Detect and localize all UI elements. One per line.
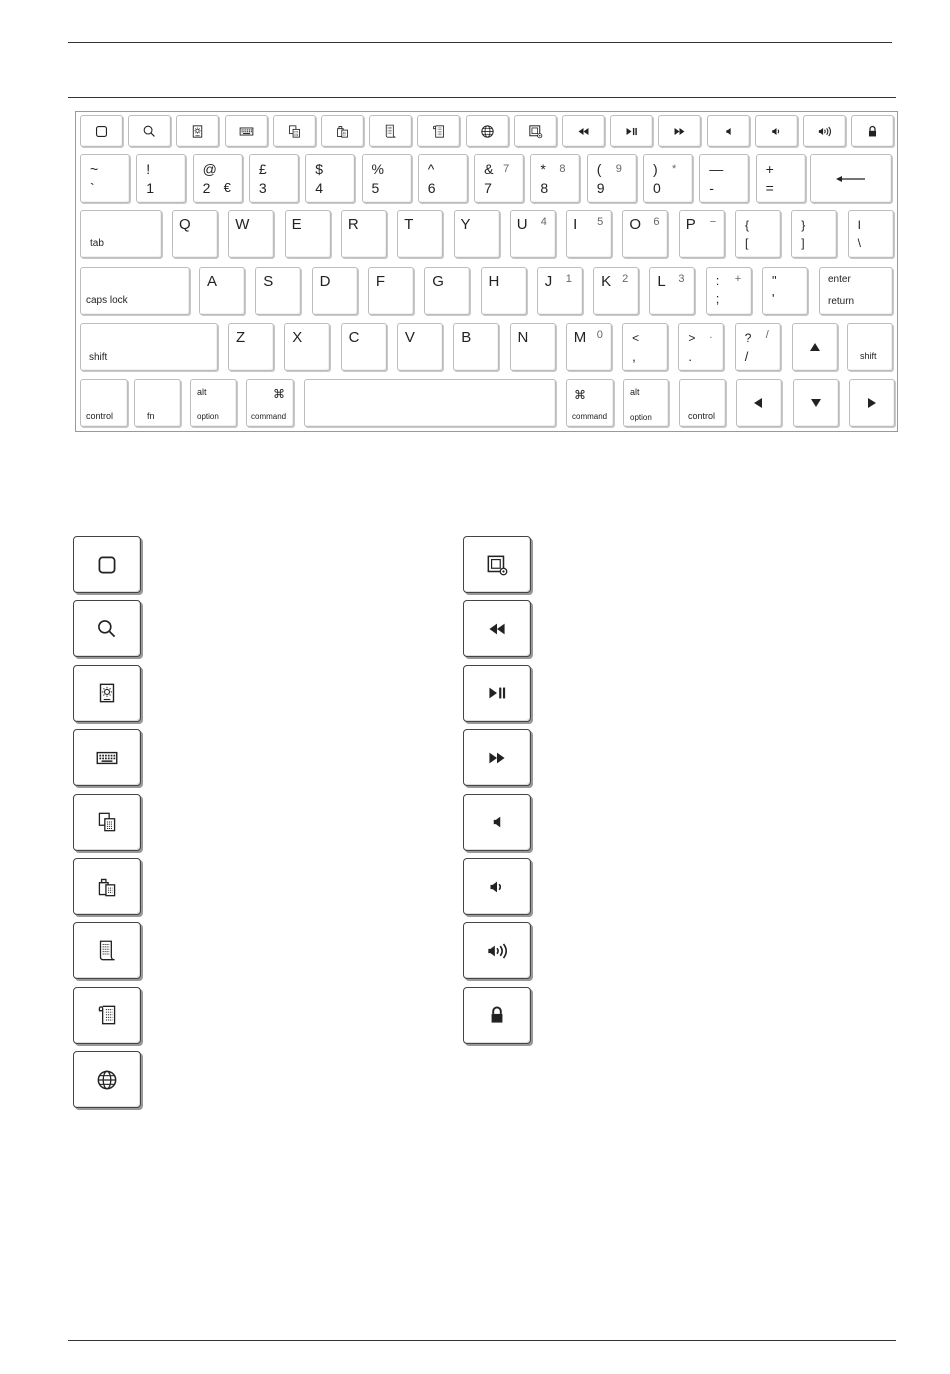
speaker-mute-icon <box>484 809 510 835</box>
key-numpad-legend: 4 <box>540 216 547 228</box>
key-letter: H <box>488 273 500 290</box>
legend-key-sun-brightness <box>73 665 141 722</box>
key-top-legend: % <box>371 161 384 177</box>
key-top-legend: ? <box>744 331 752 345</box>
key-b[interactable] <box>453 323 499 371</box>
key-8[interactable] <box>530 154 580 203</box>
key-label: fn <box>147 411 155 421</box>
key-label: shift <box>860 351 877 361</box>
key-numpad-legend: − <box>709 216 717 228</box>
scroll-document-icon <box>418 116 459 146</box>
key-bracket-left[interactable] <box>735 210 781 258</box>
key-e[interactable] <box>285 210 331 258</box>
key-top-legend: " <box>772 273 777 288</box>
key-m[interactable] <box>566 323 612 371</box>
lock-icon <box>852 116 893 146</box>
volume-up-icon <box>804 116 845 146</box>
key-n[interactable] <box>510 323 556 371</box>
key-alt-legend: € <box>223 180 231 195</box>
legend-key-scroll-document <box>73 987 141 1044</box>
key-letter: X <box>292 329 303 346</box>
globe-icon <box>467 116 508 146</box>
key-semicolon[interactable] <box>706 267 752 315</box>
key-bottom-legend: 5 <box>371 180 380 196</box>
fn-key-power[interactable] <box>80 115 123 147</box>
key-2[interactable] <box>193 154 243 203</box>
key-label: enter <box>828 274 851 285</box>
key-letter: O <box>629 216 642 233</box>
volume-down-icon <box>484 874 510 900</box>
key-bracket-right[interactable] <box>791 210 837 258</box>
key-f[interactable] <box>368 267 414 315</box>
key-o[interactable] <box>622 210 668 258</box>
key-h[interactable] <box>481 267 527 315</box>
key-label: option <box>630 413 652 422</box>
key-bottom-legend: - <box>709 180 714 196</box>
key-bottom-legend: 2 <box>202 180 211 196</box>
key-letter: U <box>516 216 528 233</box>
key-space[interactable] <box>304 379 556 427</box>
key-equals[interactable] <box>756 154 806 203</box>
fn-key-keyboard[interactable] <box>225 115 268 147</box>
key-u[interactable] <box>510 210 556 258</box>
sun-brightness-icon <box>177 116 218 146</box>
fn-key-copy[interactable] <box>273 115 316 147</box>
key-letter: V <box>404 329 415 346</box>
fn-key-search[interactable] <box>128 115 171 147</box>
key-numpad-legend: 0 <box>596 329 603 341</box>
key-bottom-legend: 0 <box>653 180 661 196</box>
play-pause-icon <box>484 680 510 706</box>
key-minus[interactable] <box>699 154 749 203</box>
fn-key-scroll[interactable] <box>417 115 460 147</box>
key-bottom-legend: 9 <box>596 180 605 196</box>
key-bottom-legend: 7 <box>484 180 492 196</box>
key-arrow-up[interactable] <box>792 323 838 371</box>
legend-key-power-button <box>73 536 141 593</box>
key-top-legend: I <box>857 218 861 232</box>
magnifier-search-icon <box>129 116 170 146</box>
legend-key-globe <box>73 1051 141 1108</box>
arrow-down-icon <box>794 380 838 426</box>
command-symbol-icon: ⌘ <box>273 387 285 401</box>
keyboard-icon <box>94 745 120 771</box>
key-d[interactable] <box>312 267 358 315</box>
command-symbol-icon: ⌘ <box>574 388 586 402</box>
key-top-legend: $ <box>315 161 323 177</box>
key-letter: T <box>404 216 414 233</box>
key-numpad-legend: 6 <box>653 216 660 228</box>
scroll-document-icon <box>94 1002 120 1028</box>
key-letter: N <box>517 329 529 346</box>
key-label: tab <box>90 238 104 249</box>
key-slash[interactable] <box>735 323 781 371</box>
key-letter: K <box>601 273 612 290</box>
speaker-mute-icon <box>708 116 749 146</box>
legend-key-document <box>73 922 141 979</box>
key-letter: I <box>573 216 578 233</box>
key-q[interactable] <box>172 210 218 258</box>
key-tab[interactable] <box>80 210 162 258</box>
key-label: command <box>572 412 608 421</box>
display-settings-icon <box>484 552 510 578</box>
key-letter: J <box>544 273 553 290</box>
key-period[interactable] <box>678 323 724 371</box>
keyboard-icon <box>226 116 267 146</box>
key-label: control <box>86 411 114 421</box>
key-bottom-legend: ; <box>715 291 720 306</box>
key-z[interactable] <box>228 323 274 371</box>
key-top-legend: ) <box>653 161 658 177</box>
key-v[interactable] <box>397 323 443 371</box>
legend-key-copy-documents <box>73 794 141 851</box>
key-bottom-legend: 1 <box>146 180 155 196</box>
fn-key-volup[interactable] <box>803 115 846 147</box>
key-comma[interactable] <box>622 323 668 371</box>
key-letter: D <box>319 273 331 290</box>
key-quote[interactable] <box>762 267 808 315</box>
key-letter: P <box>685 216 696 233</box>
key-bottom-legend: 4 <box>315 180 323 196</box>
power-button-icon <box>94 552 120 578</box>
key-letter: C <box>348 329 360 346</box>
key-bottom-legend: = <box>765 180 774 196</box>
key-t[interactable] <box>397 210 443 258</box>
legend-key-rewind <box>463 600 531 657</box>
key-top-legend: < <box>632 331 640 345</box>
legend-key-speaker-mute <box>463 794 531 851</box>
key-label: alt <box>197 387 207 397</box>
document-icon <box>94 938 120 964</box>
key-numpad-legend: + <box>734 273 742 285</box>
key-letter: S <box>263 273 274 290</box>
arrow-left-icon <box>737 380 781 426</box>
key-arrow-down[interactable] <box>793 379 839 427</box>
key-top-legend: ! <box>146 161 151 177</box>
play-pause-icon <box>611 116 652 146</box>
key-letter: M <box>573 329 587 346</box>
fn-key-playpause[interactable] <box>610 115 653 147</box>
key-letter: L <box>657 273 666 290</box>
key-numpad-legend: 2 <box>622 273 629 285</box>
fn-key-forward[interactable] <box>658 115 701 147</box>
lock-icon <box>484 1002 510 1028</box>
key-bottom-legend: 3 <box>258 180 267 196</box>
key-label: control <box>688 411 716 421</box>
key-a[interactable] <box>199 267 245 315</box>
rewind-icon <box>563 116 604 146</box>
key-4[interactable] <box>305 154 355 203</box>
legend-key-fast-forward <box>463 729 531 786</box>
key-p[interactable] <box>679 210 725 258</box>
key-5[interactable] <box>362 154 412 203</box>
key-top-legend: — <box>709 161 724 177</box>
key-1[interactable] <box>136 154 186 203</box>
fn-key-rewind[interactable] <box>562 115 605 147</box>
copy-documents-icon <box>274 116 315 146</box>
key-numpad-legend: . <box>709 329 713 341</box>
key-control-left[interactable] <box>80 379 128 427</box>
legend-key-volume-down <box>463 858 531 915</box>
key-r[interactable] <box>341 210 387 258</box>
sun-brightness-icon <box>94 680 120 706</box>
key-shift-left[interactable] <box>80 323 218 371</box>
key-bottom-legend: \ <box>857 236 861 250</box>
key-letter: Q <box>179 216 191 233</box>
key-k[interactable] <box>593 267 639 315</box>
key-bottom-legend: ] <box>801 236 805 250</box>
paste-clipboard-icon <box>94 874 120 900</box>
key-bottom-legend: ` <box>90 180 95 196</box>
fn-key-mute[interactable] <box>707 115 750 147</box>
fn-key-doc[interactable] <box>369 115 412 147</box>
key-numpad-legend: 9 <box>615 163 622 175</box>
key-numpad-legend: / <box>765 329 769 341</box>
key-bottom-legend: / <box>744 349 749 364</box>
key-label: return <box>828 296 855 307</box>
key-letter: F <box>375 273 386 290</box>
key-bottom-legend: 8 <box>540 180 549 196</box>
key-letter: R <box>347 216 359 233</box>
key-top-legend: & <box>484 161 494 177</box>
key-control-right[interactable] <box>679 379 726 427</box>
keyboard-layout <box>75 111 898 432</box>
key-bottom-legend: [ <box>745 236 749 250</box>
volume-down-icon <box>756 116 797 146</box>
legend-key-play-pause <box>463 665 531 722</box>
key-top-legend: @ <box>202 161 217 177</box>
key-arrow-right[interactable] <box>849 379 895 427</box>
key-7[interactable] <box>474 154 524 203</box>
key-backspace[interactable] <box>810 154 892 203</box>
key-3[interactable] <box>249 154 299 203</box>
footer-rule <box>68 1340 896 1341</box>
key-top-legend: £ <box>258 161 267 177</box>
key-option-right[interactable] <box>623 379 669 427</box>
fn-key-lock[interactable] <box>851 115 894 147</box>
legend-key-magnifier-search <box>73 600 141 657</box>
volume-up-icon <box>484 938 510 964</box>
power-button-icon <box>81 116 122 146</box>
key-numpad-legend: 8 <box>559 163 566 175</box>
paste-clipboard-icon <box>322 116 363 146</box>
fast-forward-icon <box>484 745 510 771</box>
globe-icon <box>94 1067 120 1093</box>
key-letter: E <box>291 216 302 233</box>
key-backtick[interactable] <box>80 154 130 203</box>
key-bottom-legend: 6 <box>427 180 436 196</box>
key-label: option <box>197 412 219 421</box>
key-top-legend: : <box>715 273 720 288</box>
key-label: command <box>251 412 287 421</box>
fn-key-display[interactable] <box>514 115 557 147</box>
key-numpad-legend: 1 <box>565 273 572 285</box>
key-0[interactable] <box>643 154 693 203</box>
key-letter: A <box>207 273 218 290</box>
key-top-legend: * <box>540 161 546 177</box>
arrow-right-icon <box>850 380 894 426</box>
key-caps-lock[interactable] <box>80 267 190 315</box>
fn-key-brightness[interactable] <box>176 115 219 147</box>
key-bottom-legend: , <box>632 349 636 364</box>
key-label: caps lock <box>86 295 128 306</box>
key-top-legend: > <box>688 331 696 345</box>
key-g[interactable] <box>424 267 470 315</box>
key-letter: B <box>461 329 472 346</box>
key-fn[interactable] <box>134 379 181 427</box>
left-arrow-icon <box>811 155 891 202</box>
key-label: alt <box>630 387 640 397</box>
key-numpad-legend: * <box>672 163 677 175</box>
key-top-legend: ^ <box>427 161 435 177</box>
key-arrow-left[interactable] <box>736 379 782 427</box>
copy-documents-icon <box>94 809 120 835</box>
key-numpad-legend: 7 <box>503 163 510 175</box>
key-option-left[interactable] <box>190 379 237 427</box>
key-top-legend: ( <box>596 161 602 177</box>
key-numpad-legend: 3 <box>678 273 685 285</box>
header-rule-bottom <box>68 97 896 98</box>
legend-key-lock <box>463 987 531 1044</box>
key-top-legend: ~ <box>90 161 99 177</box>
fast-forward-icon <box>659 116 700 146</box>
key-command-left[interactable] <box>246 379 294 427</box>
legend-key-keyboard <box>73 729 141 786</box>
fn-key-voldown[interactable] <box>755 115 798 147</box>
document-icon <box>370 116 411 146</box>
key-l[interactable] <box>649 267 695 315</box>
key-i[interactable] <box>566 210 612 258</box>
header-rule-top <box>68 42 892 43</box>
arrow-up-icon <box>793 324 837 370</box>
key-c[interactable] <box>341 323 387 371</box>
legend-key-display-settings <box>463 536 531 593</box>
fn-key-paste[interactable] <box>321 115 364 147</box>
key-letter: W <box>235 216 250 233</box>
key-shift-right[interactable] <box>847 323 893 371</box>
key-command-right[interactable] <box>566 379 614 427</box>
key-backslash[interactable] <box>848 210 894 258</box>
fn-key-globe[interactable] <box>466 115 509 147</box>
key-9[interactable] <box>587 154 637 203</box>
key-letter: Z <box>236 329 246 346</box>
key-x[interactable] <box>284 323 330 371</box>
key-w[interactable] <box>228 210 274 258</box>
key-j[interactable] <box>537 267 583 315</box>
key-label: shift <box>89 352 108 363</box>
key-numpad-legend: 5 <box>597 216 604 228</box>
key-y[interactable] <box>454 210 500 258</box>
key-top-legend: { <box>745 218 750 232</box>
key-s[interactable] <box>255 267 301 315</box>
key-bottom-legend: . <box>688 349 693 364</box>
key-top-legend: + <box>765 161 774 177</box>
key-6[interactable] <box>418 154 468 203</box>
key-top-legend: } <box>801 218 806 232</box>
key-letter: Y <box>460 216 471 233</box>
display-settings-icon <box>515 116 556 146</box>
key-bottom-legend: ' <box>772 291 775 306</box>
key-letter: G <box>432 273 444 290</box>
key-enter-return[interactable] <box>819 267 893 315</box>
rewind-icon <box>484 616 510 642</box>
magnifier-search-icon <box>94 616 120 642</box>
legend-key-paste-clipboard <box>73 858 141 915</box>
legend-key-volume-up <box>463 922 531 979</box>
